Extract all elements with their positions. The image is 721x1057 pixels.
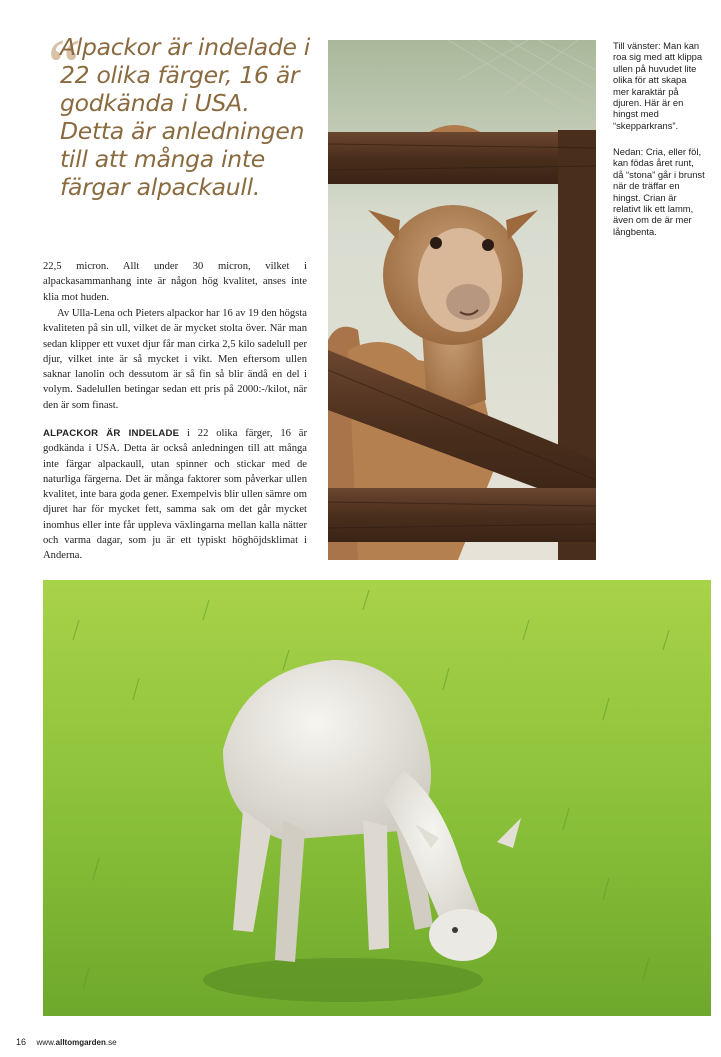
site-name: alltomgarden: [55, 1038, 106, 1047]
site-suffix: .se: [105, 1038, 117, 1047]
paragraph-3-text: i 22 olika färger, 16 är godkända i USA. Detta är också anledningen till att många inte färgar alpackaull, utan spinner och stickar med de naturliga färgerna. Det är många faktorer som påverkar ullen kvalitet, inte bara goda gener. Exempelvis blir ullen sämre om djuret har för mycket fett, samma sak om det går mycket inomhus eller inte får uppleva växlingarna mellan kalla nätter och varma dagar, som ju är ett typiskt höghöjdsklimat i Anderna.: [43, 428, 307, 562]
body-paragraph-1: 22,5 micron. Allt under 30 micron, vilket i alpackasammanhang inte är någon hög kvalitet, anses inte klia mot huden.: [43, 261, 307, 303]
alpaca-fence-illustration: [328, 40, 596, 560]
paragraph-lead-in: ALPACKOR ÄR INDELADE: [43, 428, 180, 439]
body-paragraph-2: Av Ulla-Lena och Pieters alpackor har 16 av 19 den högsta kvaliteten på sin ull, vilket de är mycket stolta över. När man sedan klipper ett vuxet djur får man cirka 2,5 kilo sadelull per djur, vilket inte är så mycket i vikt. Men eftersom ullen saknar lanolin och dessutom är så fin så blir ändå en del i volym. Sadelullen betingar sedan ett pris på 2000:-/kilot, när den är som finast.: [43, 308, 307, 411]
caption-left: Till vänster: Man kan roa sig med att klippa ullen på huvudet lite olika för att skapa mer karaktär på djuren. Här är en hingst med “skepparkrans”.: [613, 40, 703, 131]
alpaca-fence-photo: [328, 40, 596, 560]
caption-below: Nedan: Cria, eller föl, kan födas året runt, då “stona” går i brunst när de träffar en hingst. Crian är relativt lik ett lamm, även om de är mer långbenta.: [613, 146, 705, 237]
pull-quote-text: Alpackor är indelade i 22 olika färger, 16 är godkända i USA. Detta är anledningen till att många inte färgar alpackaull.: [60, 33, 310, 201]
site-prefix: www.: [36, 1038, 56, 1047]
pull-quote-mark: “: [40, 24, 83, 108]
page-footer: [16, 1037, 117, 1047]
page-number: 16: [16, 1037, 27, 1047]
body-paragraph-3: [43, 426, 307, 564]
site-url: [37, 1038, 117, 1047]
cria-grazing-photo: [43, 580, 711, 1016]
cria-grazing-illustration: [43, 580, 711, 1016]
pull-quote: [40, 24, 320, 202]
